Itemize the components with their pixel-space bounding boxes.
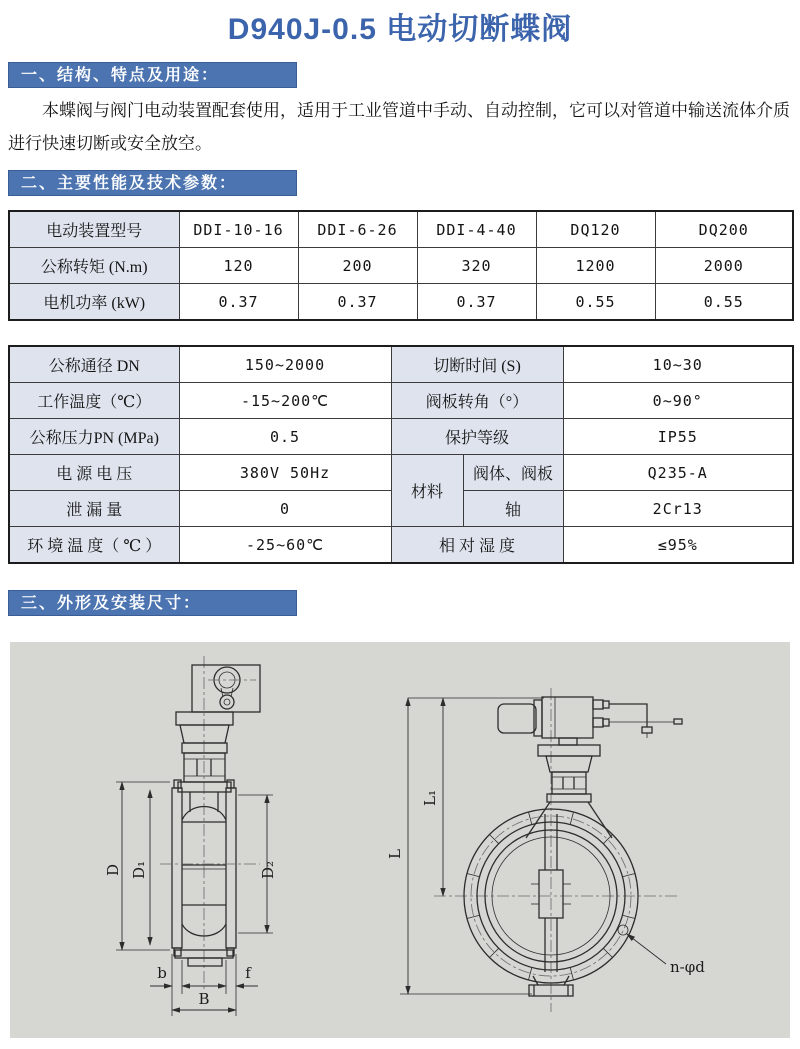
table-cell: -25~60℃ bbox=[179, 527, 391, 564]
section-header-structure: 一、结构、特点及用途： bbox=[8, 62, 297, 88]
dim-label-f: f bbox=[245, 964, 251, 982]
actuator-front bbox=[498, 697, 682, 838]
table-cell: DDI-10-16 bbox=[179, 211, 298, 248]
table-cell: 2Cr13 bbox=[563, 491, 793, 527]
table-row bbox=[9, 284, 793, 321]
table-row bbox=[9, 346, 793, 383]
actuator-side bbox=[192, 665, 260, 712]
table-cell: 380V 50Hz bbox=[179, 455, 391, 491]
performance-table bbox=[8, 345, 794, 564]
dimension-D1 bbox=[130, 790, 150, 945]
table-cell: 320 bbox=[417, 248, 536, 284]
row-header-cell: 环 境 温 度（ ℃ ） bbox=[9, 527, 179, 564]
dim-label-D2: D₂ bbox=[259, 860, 277, 880]
dimension-L1 bbox=[421, 698, 443, 896]
table-cell: 150~2000 bbox=[179, 346, 391, 383]
row-header-cell: 保护等级 bbox=[391, 419, 563, 455]
row-header-cell: 公称转矩 (N.m) bbox=[9, 248, 179, 284]
dim-label-B: B bbox=[198, 990, 210, 1008]
page-title: D940J-0.5 电动切断蝶阀 bbox=[227, 13, 573, 46]
table-cell: Q235-A bbox=[563, 455, 793, 491]
row-header-cell-material: 材料 bbox=[391, 455, 463, 527]
table-cell: ≤95% bbox=[563, 527, 793, 564]
row-header-cell: 公称通径 DN bbox=[9, 346, 179, 383]
row-header-cell: 阀板转角（°） bbox=[391, 383, 563, 419]
table-cell: DQ200 bbox=[655, 211, 793, 248]
table-cell: 0~90° bbox=[563, 383, 793, 419]
table-cell: 0.37 bbox=[179, 284, 298, 321]
dim-label-D1: D₁ bbox=[130, 860, 148, 880]
row-header-cell: 公称压力PN (MPa) bbox=[9, 419, 179, 455]
intro-paragraph: 本蝶阀与阀门电动装置配套使用，适用于工业管道中手动、自动控制，它可以对管道中输送流体介质进行快速切断或安全放空。 bbox=[8, 101, 790, 153]
table-cell: DDI-4-40 bbox=[417, 211, 536, 248]
dimension-D2 bbox=[238, 795, 277, 933]
section-header-parameters: 二、主要性能及技术参数： bbox=[8, 170, 297, 196]
row-header-cell: 电动装置型号 bbox=[9, 211, 179, 248]
dimension-b-f-B bbox=[150, 954, 258, 1016]
table-cell: -15~200℃ bbox=[179, 383, 391, 419]
row-header-cell: 相 对 湿 度 bbox=[391, 527, 563, 564]
table-row bbox=[9, 248, 793, 284]
gearbox-stack-side bbox=[176, 712, 233, 812]
table-cell: 1200 bbox=[536, 248, 655, 284]
table-cell: 0.55 bbox=[536, 284, 655, 321]
row-header-cell: 泄 漏 量 bbox=[9, 491, 179, 527]
row-header-cell: 电 源 电 压 bbox=[9, 455, 179, 491]
valve-dimension-drawing bbox=[10, 642, 790, 1038]
table-row bbox=[9, 527, 793, 564]
table-cell: 10~30 bbox=[563, 346, 793, 383]
table-cell: 0.55 bbox=[655, 284, 793, 321]
row-header-cell: 轴 bbox=[463, 491, 563, 527]
dim-label-L1: L₁ bbox=[421, 790, 439, 806]
table-row bbox=[9, 419, 793, 455]
table-row bbox=[9, 383, 793, 419]
row-header-cell: 切断时间 (S) bbox=[391, 346, 563, 383]
valve-front-view bbox=[386, 688, 705, 1012]
valve-body-side bbox=[160, 780, 260, 966]
dim-label-n-phi-d: n-φd bbox=[670, 958, 705, 976]
section-header-dimensions: 三、外形及安装尺寸： bbox=[8, 590, 297, 616]
table-cell: 2000 bbox=[655, 248, 793, 284]
actuator-table bbox=[8, 210, 794, 321]
table-cell: 0.37 bbox=[298, 284, 417, 321]
dim-label-L: L bbox=[386, 849, 404, 859]
table-row bbox=[9, 211, 793, 248]
valve-side-view bbox=[104, 656, 277, 1016]
table-row bbox=[9, 455, 793, 491]
table-cell: 0 bbox=[179, 491, 391, 527]
table-cell: 120 bbox=[179, 248, 298, 284]
dim-label-D: D bbox=[104, 863, 122, 877]
table-cell: DDI-6-26 bbox=[298, 211, 417, 248]
table-cell: DQ120 bbox=[536, 211, 655, 248]
row-header-cell: 阀体、阀板 bbox=[463, 455, 563, 491]
row-header-cell: 工作温度（℃） bbox=[9, 383, 179, 419]
bolt-hole-callout bbox=[618, 925, 705, 976]
table-cell: 0.5 bbox=[179, 419, 391, 455]
table-cell: 0.37 bbox=[417, 284, 536, 321]
dim-label-b: b bbox=[157, 964, 167, 982]
table-cell: 200 bbox=[298, 248, 417, 284]
row-header-cell: 电机功率 (kW) bbox=[9, 284, 179, 321]
table-cell: IP55 bbox=[563, 419, 793, 455]
